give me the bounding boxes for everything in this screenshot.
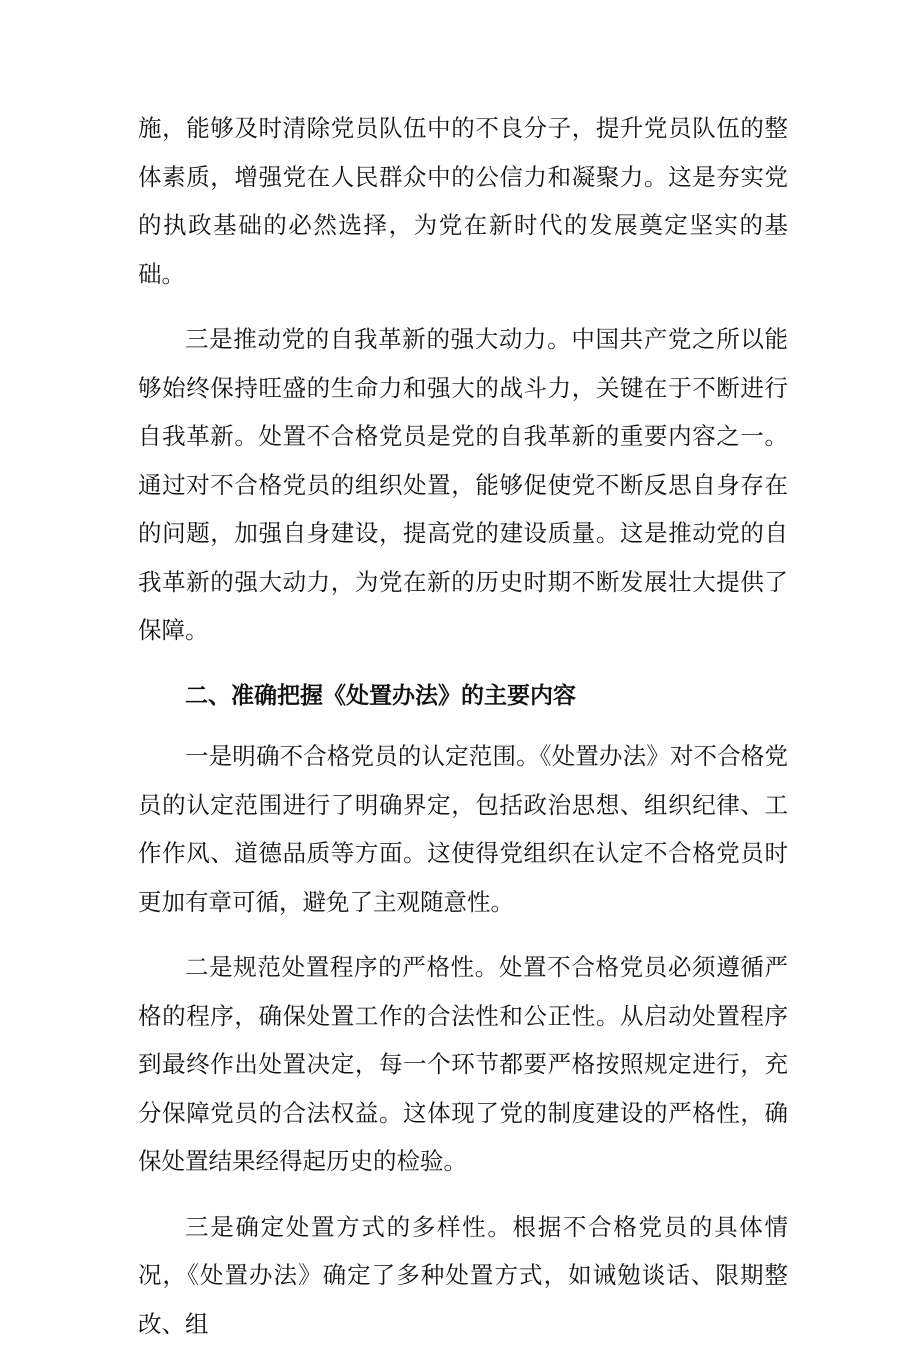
paragraph-self-reform: 三是推动党的自我革新的强大动力。中国共产党之所以能够始终保持旺盛的生命力和强大的战斗力，关键在于不断进行自我革新。处置不合格党员是党的自我革新的重要内容之一。通过对不合格党员的组织处置，能够促使党不断反思自身存在的问题，加强自身建设，提高党的建设质量。这是推动党的自我革新的强大动力，为党在新的历史时期不断发展壮大提供了保障。: [138, 325, 788, 644]
section-heading: 二、准确把握《处置办法》的主要内容: [185, 682, 576, 709]
document-body: [138, 104, 788, 1365]
paragraph-scope: 一是明确不合格党员的认定范围。《处置办法》对不合格党员的认定范围进行了明确界定，包括政治思想、组织纪律、工作作风、道德品质等方面。这使得党组织在认定不合格党员时更加有章可循，避免了主观随意性。: [138, 742, 788, 916]
paragraph-continuation: 施，能够及时清除党员队伍中的不良分子，提升党员队伍的整体素质，增强党在人民群众中的公信力和凝聚力。这是夯实党的执政基础的必然选择，为党在新时代的发展奠定坚实的基础。: [138, 114, 788, 288]
paragraph-procedure: 二是规范处置程序的严格性。处置不合格党员必须遵循严格的程序，确保处置工作的合法性和公正性。从启动处置程序到最终作出处置决定，每一个环节都要严格按照规定进行，充分保障党员的合法权益。这体现了党的制度建设的严格性，确保处置结果经得起历史的检验。: [138, 953, 788, 1175]
paragraph-methods: 三是确定处置方式的多样性。根据不合格党员的具体情况，《处置办法》确定了多种处置方式，如诫勉谈话、限期整改、组: [138, 1212, 788, 1338]
